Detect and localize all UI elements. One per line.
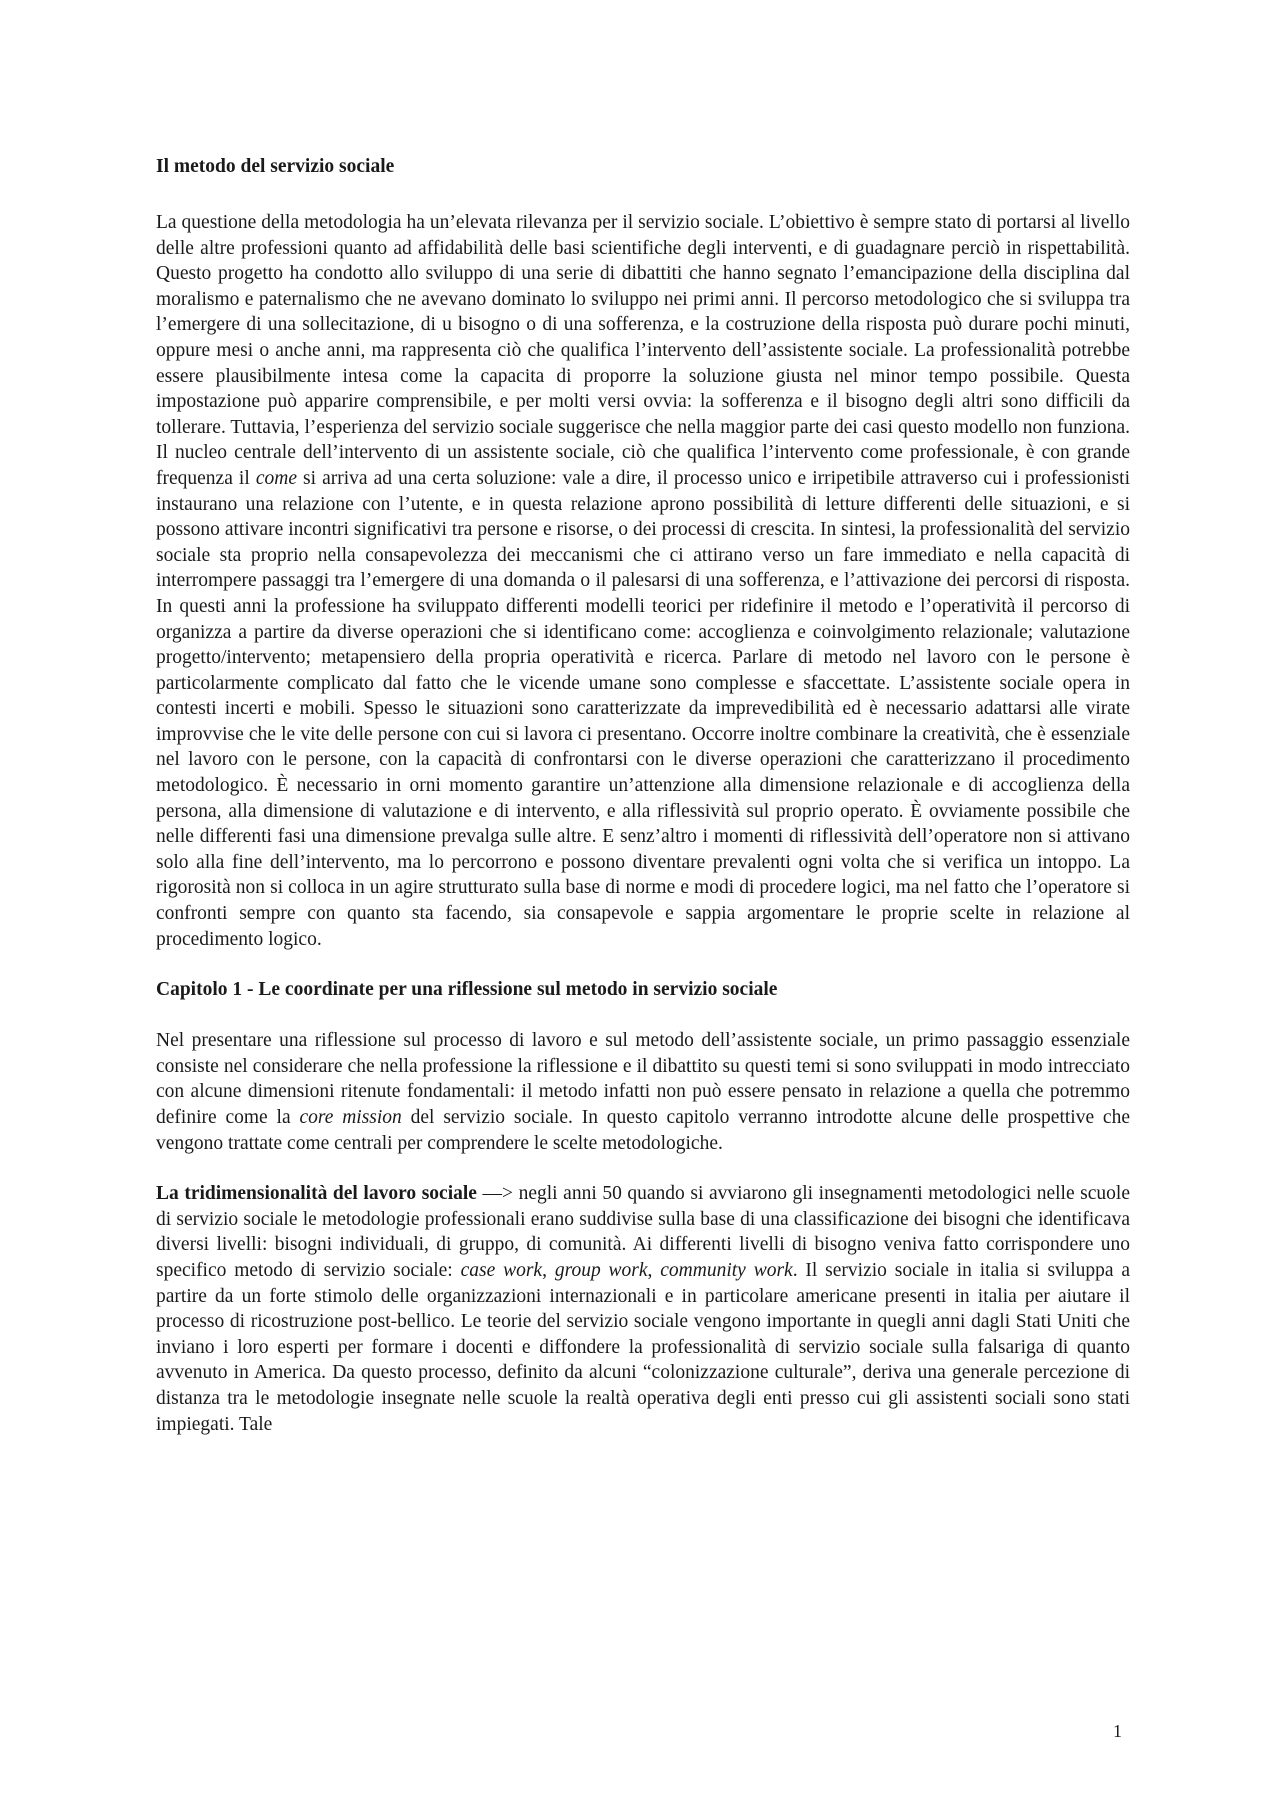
spacer	[156, 1003, 1130, 1028]
paragraph-chapter-intro-text-rest: del servizio sociale. In questo capitolo verranno introdotte alcune delle prospettive che vengono trattate come centrali per comprendere le scelte metodologiche.	[156, 1107, 1130, 1154]
paragraph-tridimensionality-text: —> negli anni 50 quando si avviarono gli insegnamenti metodologici nelle scuole di servizio sociale le metodologie professionali erano suddivise sulla base di una classificazione dei bisogni che identificava diversi livelli: bisogni individuali, di gruppo, di comunità. Ai differenti livelli di bisogno veniva fatto corrispondere uno specifico metodo di servizio sociale:	[156, 1183, 1130, 1281]
paragraph-intro-emphasis: come	[255, 467, 297, 489]
paragraph-chapter-intro-emphasis: core mission	[299, 1107, 402, 1128]
paragraph-tridimensionality-heading: La tridimensionalità del lavoro sociale	[156, 1183, 477, 1205]
page-title: Il metodo del servizio sociale	[156, 156, 395, 177]
chapter-heading: Capitolo 1 - Le coordinate per una riflessione sul metodo in servizio sociale	[156, 979, 778, 1001]
spacer	[156, 952, 1130, 977]
term-group-work: group work	[554, 1259, 648, 1281]
page-number: 1	[1113, 1721, 1122, 1741]
paragraph-chapter-intro	[156, 1028, 1130, 1156]
paragraph-tridimensionality-text-rest: . Il servizio sociale in italia si sviluppa a partire da un forte stimolo delle organizzazioni internazionali e in particolare americane presenti in italia per aiutare il processo di ricostruzione post-bellico. Le teorie del servizio sociale vengono importante in quegli anni dagli Stati Uniti che inviano i loro esperti per formare i docenti e diffondere la professionalità di servizio sociale sulla falsariga di quanto avvenuto in America. Da questo processo, definito da alcuni “colonizzazione culturale”, deriva una generale percezione di distanza tra le metodologie insegnate nelle scuole la realtà operativa degli enti presso cui gli assistenti sociali sono stati impiegati. Tale	[156, 1259, 1131, 1435]
paragraph-chapter-intro-text: Nel presentare una riflessione sul processo di lavoro e sul metodo dell’assistente sociale, un primo passaggio essenziale consiste nel considerare che nella professione la riflessione e il dibattito su questi temi si sono sviluppati in modo intrecciato con alcune dimensioni ritenute fondamentali: il metodo infatti non può essere pensato in relazione a quella che potremmo definire come la	[156, 1030, 1130, 1128]
term-community-work: community work	[660, 1259, 793, 1281]
paragraph-tridimensionality	[156, 1181, 1130, 1437]
term-separator: ,	[542, 1259, 547, 1281]
term-separator: ,	[647, 1259, 653, 1281]
paragraph-intro-text: La questione della metodologia ha un’elevata rilevanza per il servizio sociale. L’obiettivo è sempre stato di portarsi al livello delle altre professioni quanto ad affidabilità delle basi scientifiche degli interventi, e di guadagnare perciò in rispettabilità. Questo progetto ha condotto allo sviluppo di una serie di dibattiti che hanno segnato l’emancipazione della disciplina dal moralismo e paternalismo che ne avevano dominato lo sviluppo nei primi anni. Il percorso metodologico che si sviluppa tra l’emergere di una sollecitazione, di u bisogno o di una sofferenza, e la costruzione della risposta può durare pochi minuti, oppure mesi o anche anni, ma rappresenta ciò che qualifica l’intervento dell’assistente sociale. La professionalità potrebbe essere plausibilmente intesa come la capacita di proporre la soluzione giusta nel minor tempo possibile. Questa impostazione può apparire comprensibile, e per molti versi ovvia: la sofferenza e il bisogno degli altri sono difficili da tollerare. Tuttavia, l’esperienza del servizio sociale suggerisce che nella maggior parte dei casi questo modello non funziona. Il nucleo centrale dell’intervento di un assistente sociale, ciò che qualifica l’intervento come professionale, è con grande frequenza il	[156, 212, 1130, 489]
spacer	[156, 180, 1130, 210]
paragraph-intro	[156, 210, 1130, 952]
term-case-work: case work	[460, 1259, 543, 1281]
spacer	[156, 1156, 1130, 1181]
paragraph-intro-text-rest: si arriva ad una certa soluzione: vale a dire, il processo unico e irripetibile attraverso cui i professionisti instaurano una relazione con l’utente, e in questa relazione aprono possibilità di letture differenti delle situazioni, e si possono attivare incontri significativi tra persone e risorse, o dei processi di crescita. In sintesi, la professionalità del servizio sociale sta proprio nella consapevolezza dei meccanismi che ci attirano verso un fare immediato e nella capacità di interrompere passaggi tra l’emergere di una domanda o il palesarsi di una sofferenza, e l’attivazione dei percorsi di risposta. In questi anni la professione ha sviluppato differenti modelli teorici per ridefinire il metodo e l’operatività il percorso di organizza a partire da diverse operazioni che si identificano come: accoglienza e coinvolgimento relazionale; valutazione progetto/intervento; metapensiero della propria operatività e ricerca. Parlare di metodo nel lavoro con le persone è particolarmente complicato dal fatto che le vicende umane sono complesse e sfaccettate. L’assistente sociale opera in contesti incerti e mobili. Spesso le situazioni sono caratterizzate da imprevedibilità ed è necessario adattarsi alle virate improvvise che le vite delle persone con cui si lavora ci presentano. Occorre inoltre combinare la creatività, che è essenziale nel lavoro con le persone, con la capacità di confrontarsi con le diverse operazioni che caratterizzano il procedimento metodologico. È necessario in orni momento garantire un’attenzione alla dimensione relazionale e di accoglienza della persona, alla dimensione di valutazione e di intervento, e alla riflessività sul proprio operato. È ovviamente possibile che nelle differenti fasi una dimensione prevalga sulle altre. E senz’altro i momenti di riflessività dell’operatore non si attivano solo alla fine dell’intervento, ma lo percorrono e possono diventare prevalenti ogni volta che si verifica un intoppo. La rigorosità non si colloca in un agire strutturato sulla base di norme e modi di procedere logici, ma nel fatto che l’operatore si confronti sempre con quanto sta facendo, sia consapevole e sappia argomentare le proprie scelte in relazione al procedimento logico.	[156, 467, 1130, 950]
